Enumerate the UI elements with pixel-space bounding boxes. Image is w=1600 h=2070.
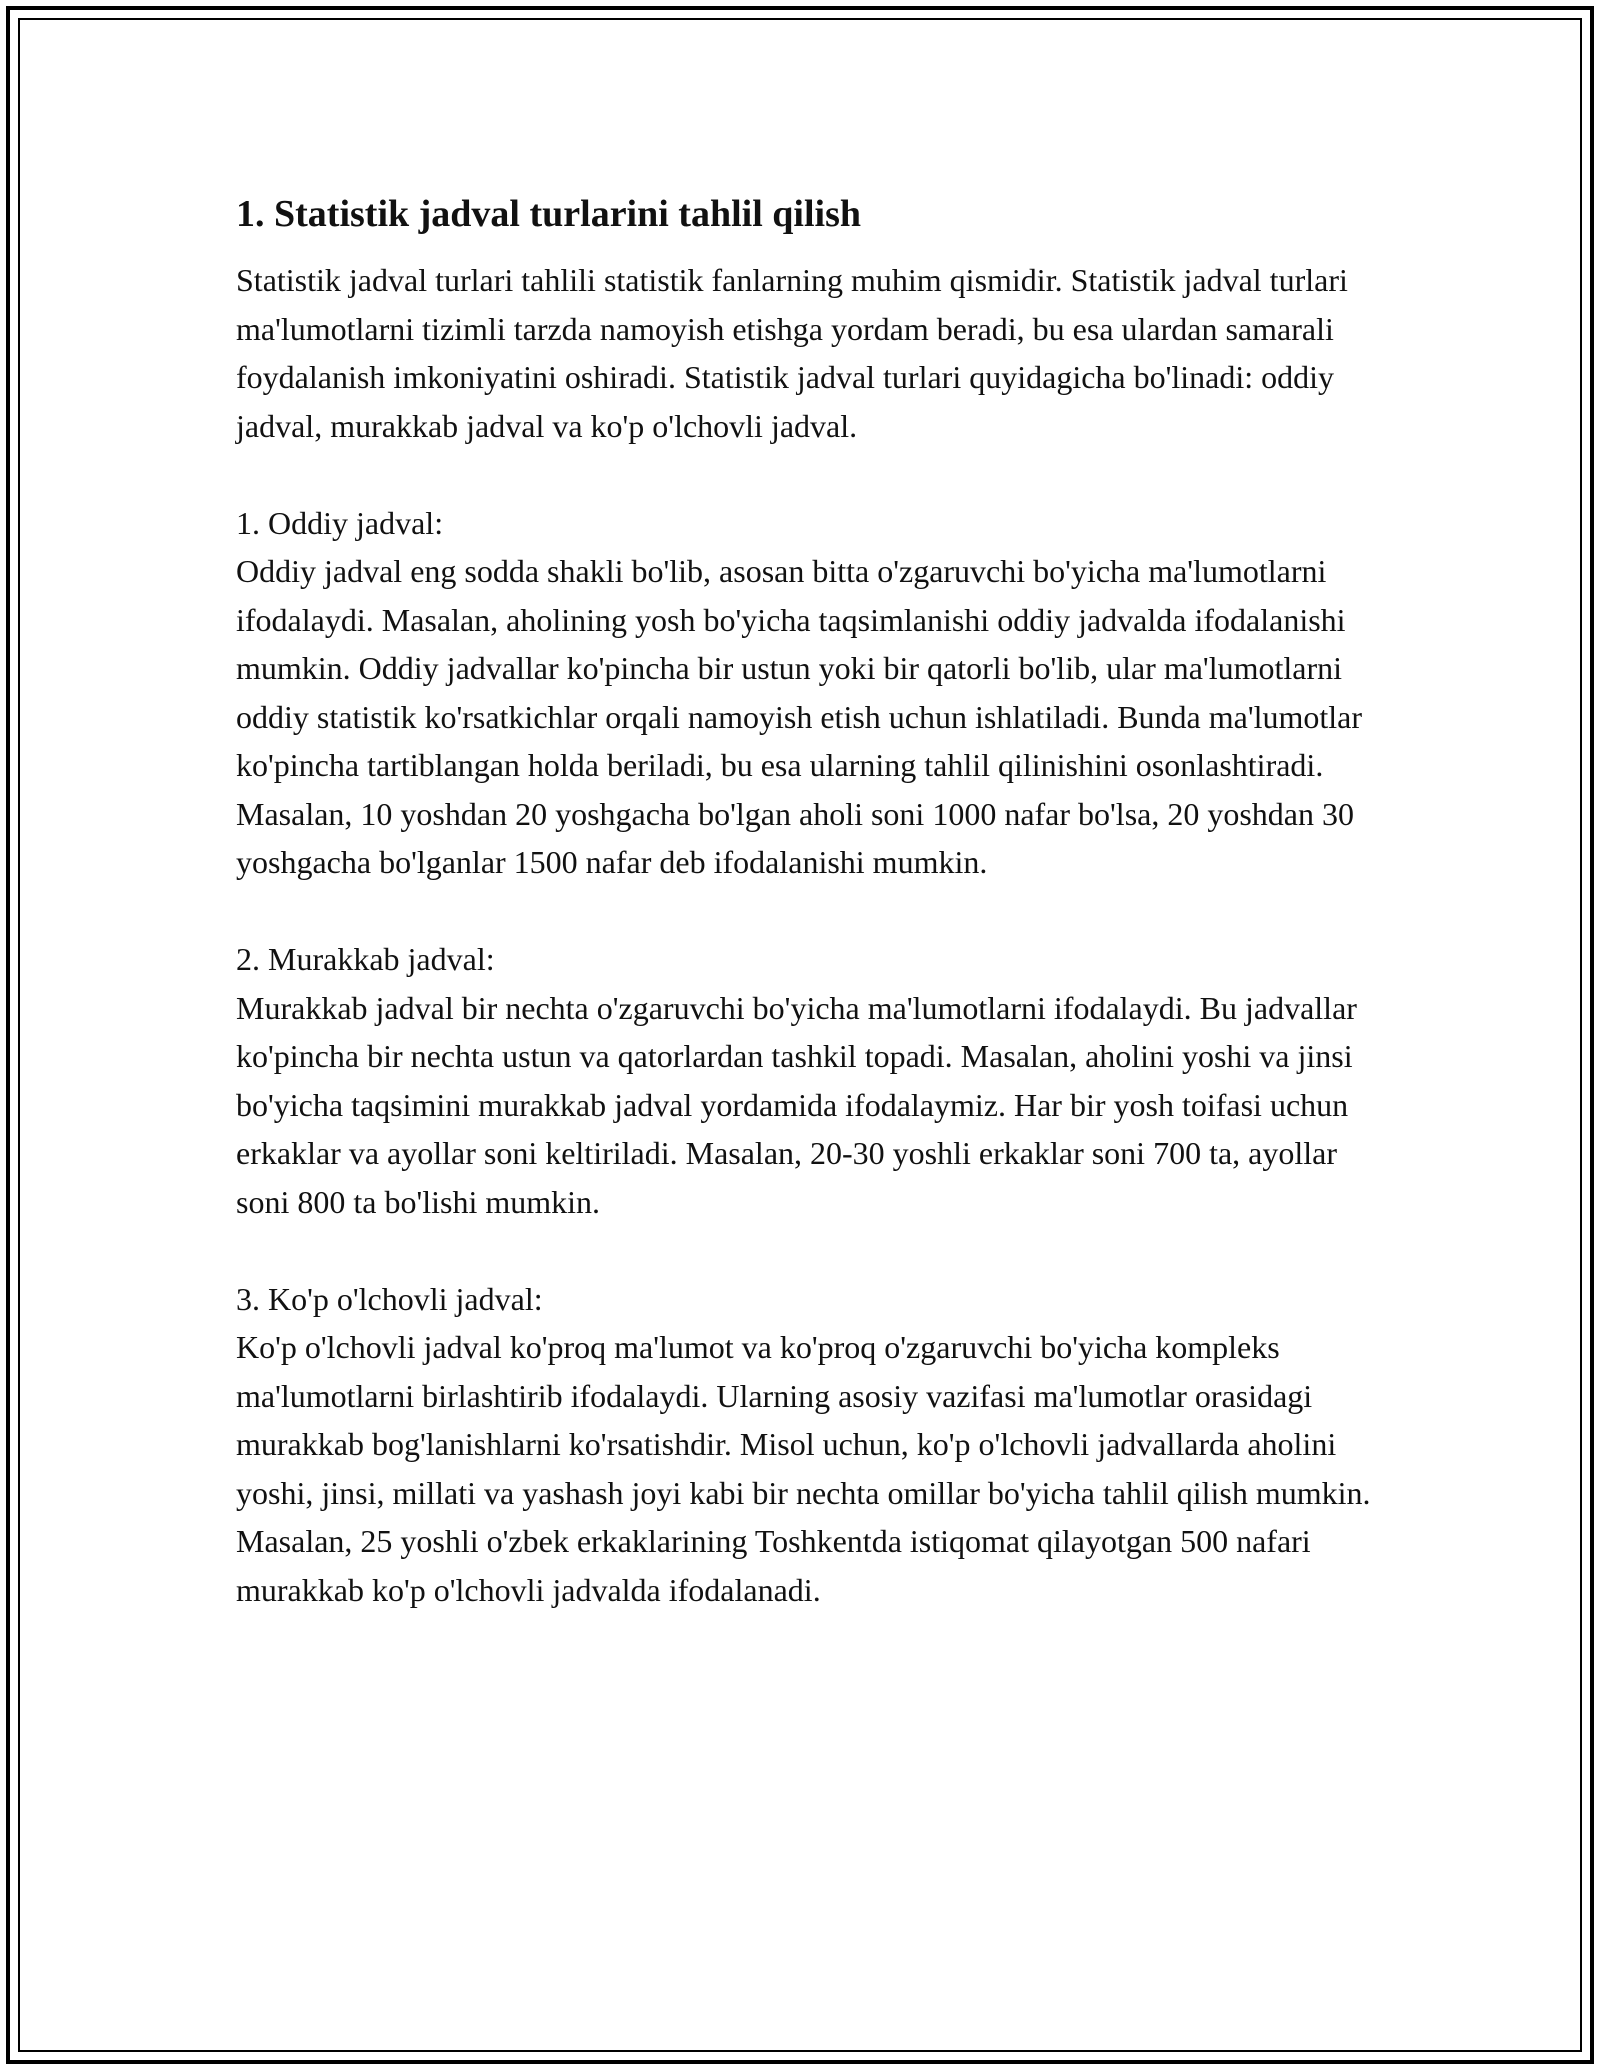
section-oddiy-jadval [236,499,1376,887]
section-text: Ko'p o'lchovli jadval ko'proq ma'lumot va ko'proq o'zgaruvchi bo'yicha kompleks ma'lumotlarni birlashtirib ifodalaydi. Ularning asosiy vazifasi ma'lumotlar orasidagi murakkab bog'lanishlarni ko'rsatishdir. Misol uchun, ko'p o'lchovli jadvallarda aholini yoshi, jinsi, millati va yashash joyi kabi bir nechta omillar bo'yicha tahlil qilish mumkin. Masalan, 25 yoshli o'zbek erkaklarining Toshkentda istiqomat qilayotgan 500 nafari murakkab ko'p o'lchovli jadvalda ifodalanadi. [236,1329,1371,1608]
section-heading: 2. Murakkab jadval: [236,941,495,977]
intro-paragraph: Statistik jadval turlari tahlili statistik fanlarning muhim qismidir. Statistik jadval turlari ma'lumotlarni tizimli tarzda namoyish etishga yordam beradi, bu esa ulardan samarali foydalanish imkoniyatini oshiradi. Statistik jadval turlari quyidagicha bo'linadi: oddiy jadval, murakkab jadval va ko'p o'lchovli jadval. [236,262,1348,444]
section-text: Murakkab jadval bir nechta o'zgaruvchi bo'yicha ma'lumotlarni ifodalaydi. Bu jadvallar ko'pincha bir nechta ustun va qatorlardan tashkil topadi. Masalan, aholini yoshi va jinsi bo'yicha taqsimini murakkab jadval yordamida ifodalaymiz. Har bir yosh toifasi uchun erkaklar va ayollar soni keltiriladi. Masalan, 20-30 yoshli erkaklar soni 700 ta, ayollar soni 800 ta bo'lishi mumkin. [236,989,1357,1220]
section-murakkab-jadval [236,935,1376,1226]
document-body [236,188,1376,1614]
section-kop-olchovli-jadval [236,1275,1376,1615]
document-title: 1. Statistik jadval turlarini tahlil qilish [236,193,861,235]
section-heading: 1. Oddiy jadval: [236,504,444,541]
section-heading: 3. Ko'p o'lchovli jadval: [236,1280,543,1317]
section-text: Oddiy jadval eng sodda shakli bo'lib, asosan bitta o'zgaruvchi bo'yicha ma'lumotlarni ifodalaydi. Masalan, aholining yosh bo'yicha taqsimlanishi oddiy jadvalda ifodalanishi mumkin. Oddiy jadvallar ko'pincha bir ustun yoki bir qatorli bo'lib, ular ma'lumotlarni oddiy statistik ko'rsatkichlar orqali namoyish etish uchun ishlatiladi. Bunda ma'lumotlar ko'pincha tartiblangan holda beriladi, bu esa ularning tahlil qilinishini osonlashtiradi. Masalan, 10 yoshdan 20 yoshgacha bo'lgan aholi soni 1000 nafar bo'lsa, 20 yoshdan 30 yoshgacha bo'lganlar 1500 nafar deb ifodalanishi mumkin. [236,553,1363,880]
